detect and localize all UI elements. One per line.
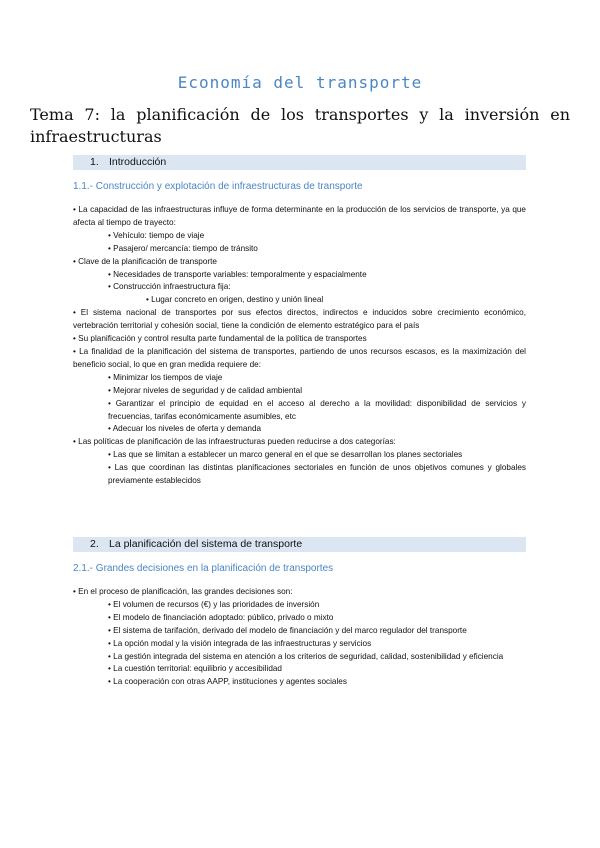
list-item: • En el proceso de planificación, las grandes decisiones son:: [73, 587, 293, 596]
list-item: • Clave de la planificación de transporte: [73, 256, 217, 266]
list-item: • Las que se limitan a establecer un marco general en el que se desarrollan los planes sectoriales: [108, 450, 463, 460]
list-item: • Construcción infraestructura fija:: [108, 282, 231, 292]
list-item: • Las que coordinan las distintas planificaciones sectoriales en función de unos objetivos comunes y globales previamente establecidos: [108, 463, 526, 486]
list-item: • La finalidad de la planificación del sistema de transportes, partiendo de unos recursos escasos, es la maximización del beneficio social, lo que en gran medida requiere de:: [73, 346, 526, 369]
list-item: • Pasajero/ mercancía: tiempo de tránsito: [108, 243, 258, 253]
list-item: • La cuestión territorial: equilibrio y accesibilidad: [108, 664, 282, 674]
section-heading-introduccion: [73, 155, 526, 170]
list-item: • La capacidad de las infraestructuras influye de forma determinante en la producción de los servicios de transporte, ya que afecta al tiempo de trayecto:: [73, 205, 526, 227]
list-item: • Mejorar niveles de seguridad y de calidad ambiental: [108, 385, 303, 395]
list-item: • Necesidades de transporte variables: temporalmente y espacialmente: [108, 269, 367, 279]
section1-body: [73, 204, 526, 488]
list-item: • La cooperación con otras AAPP, instituciones y agentes sociales: [108, 677, 347, 687]
list-item: • Lugar concreto en origen, destino y unión lineal: [146, 295, 324, 305]
subsection-heading: 1.1.- Construcción y explotación de infraestructuras de transporte: [73, 181, 363, 192]
list-item: • La gestión integrada del sistema en atención a los criterios de seguridad, calidad, sostenibilidad y eficiencia: [108, 651, 504, 661]
list-item: • Vehículo: tiempo de viaje: [108, 230, 205, 240]
section-title: La planificación del sistema de transporte: [109, 538, 303, 550]
section-heading-planificacion: [73, 537, 526, 552]
subsection-heading: 2.1.- Grandes decisiones en la planificación de transportes: [73, 563, 334, 574]
list-item: • Su planificación y control resulta parte fundamental de la política de transportes: [73, 334, 367, 344]
section-number: 2.: [90, 538, 99, 550]
list-item: • La opción modal y la visión integrada de las infraestructuras y servicios: [108, 638, 372, 648]
section-number: 1.: [90, 156, 99, 168]
list-item: • El sistema de tarifación, derivado del modelo de financiación y del marco regulador del transporte: [108, 625, 467, 635]
document-title: Economía del transporte: [177, 73, 423, 92]
list-item: • Las políticas de planificación de las infraestructuras pueden reducirse a dos categorías:: [73, 437, 396, 447]
list-item: • El modelo de financiación adoptado: público, privado o mixto: [108, 612, 334, 622]
list-item: • Adecuar los niveles de oferta y demanda: [108, 424, 262, 434]
topic-title: Tema 7: la planificación de los transportes y la inversión en infraestructuras: [30, 105, 570, 146]
section-title: Introducción: [109, 156, 167, 168]
list-item: • El volumen de recursos (€) y las prioridades de inversión: [108, 599, 320, 609]
list-item: • Minimizar los tiempos de viaje: [108, 372, 223, 382]
list-item: • Garantizar el principio de equidad en el acceso al derecho a la movilidad: disponibilidad de servicios y frecuencias, tarifas económicamente asumibles, etc: [108, 398, 526, 421]
list-item: • El sistema nacional de transportes por sus efectos directos, indirectos e inducidos sobre crecimiento económico, vertebración territorial y cohesión social, tiene la condición de elemento estratégico para el país: [73, 308, 526, 331]
section2-body: [73, 586, 526, 689]
